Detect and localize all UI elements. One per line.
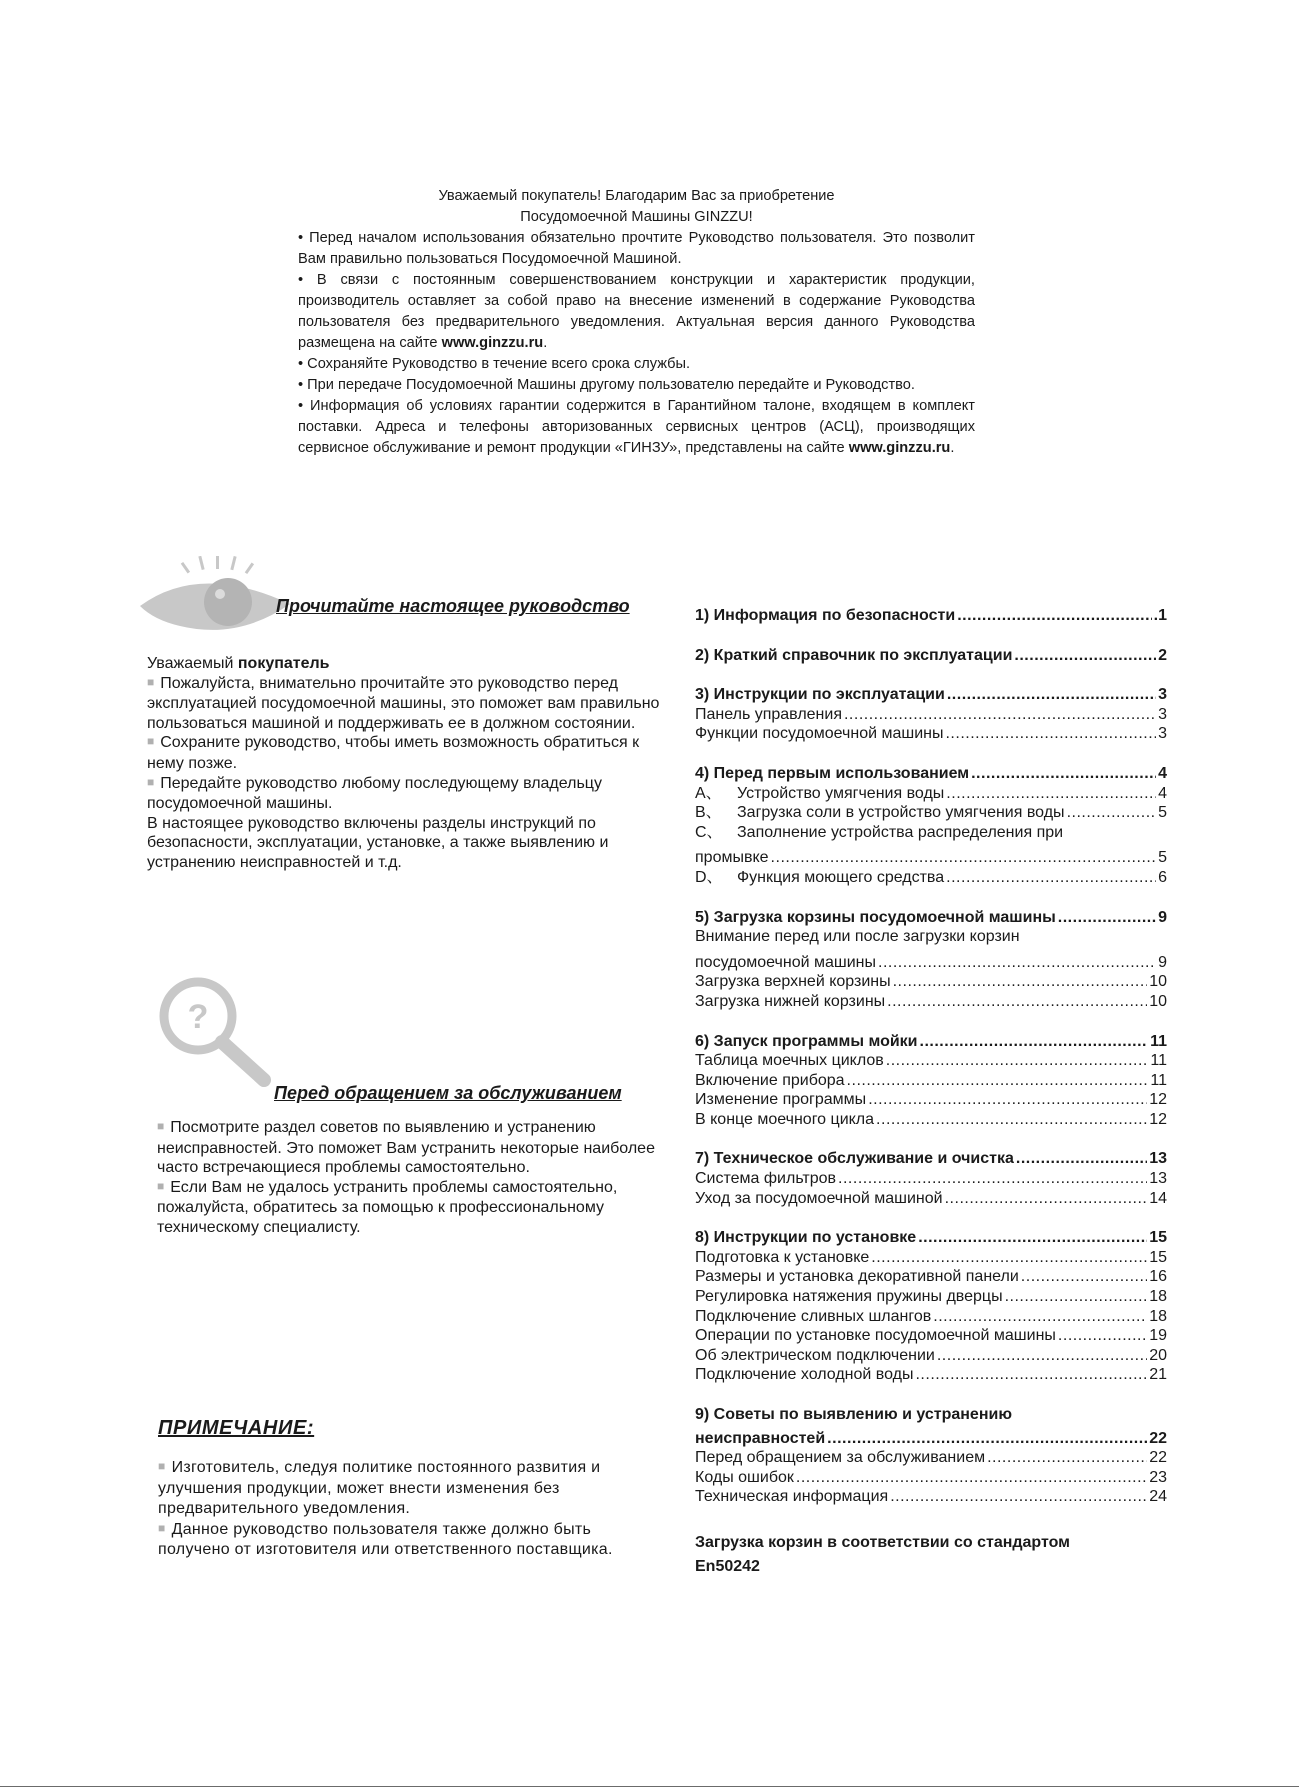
list-item-text: Пожалуйста, внимательно прочитайте это руководство перед эксплуатацией посудомоечной машины, это поможет вам правильно пользоваться машиной и поддерживать ее в должном состоянии. bbox=[147, 674, 660, 732]
toc-entry-label: Включение прибора bbox=[695, 1071, 845, 1089]
standard-note-line-1: Загрузка корзин в соответствии со стандартом bbox=[695, 1533, 1071, 1551]
toc-page-number: 3 bbox=[1158, 686, 1167, 704]
website-link[interactable]: www.ginzzu.ru bbox=[441, 335, 544, 351]
toc-page-number: 11 bbox=[1150, 1071, 1167, 1089]
table-of-contents bbox=[695, 606, 1167, 1597]
list-item-text: Передайте руководство любому последующему владельцу посудомоечной машины. bbox=[147, 774, 602, 813]
toc-page-number: 18 bbox=[1149, 1307, 1167, 1325]
intro-paragraph-1: • Перед началом использования обязательно прочтите Руководство пользователя. Это позволит Вам правильно пользоваться Посудомоечной Машиной. bbox=[298, 230, 975, 267]
toc-entry-label: Система фильтров bbox=[695, 1170, 837, 1188]
toc-entry-text: Внимание перед или после загрузки корзин bbox=[695, 928, 1020, 946]
toc-entry[interactable] bbox=[695, 1071, 1167, 1091]
toc-page-number: 5 bbox=[1158, 849, 1167, 867]
toc-page-number: 23 bbox=[1149, 1468, 1167, 1486]
page-bottom-rule bbox=[0, 1786, 1299, 1787]
toc-entry[interactable] bbox=[695, 868, 1167, 888]
website-link[interactable]: www.ginzzu.ru bbox=[848, 440, 951, 456]
toc-page-number: 20 bbox=[1149, 1346, 1167, 1364]
toc-entry-label: Изменение программы bbox=[695, 1091, 867, 1109]
toc-leader-dots bbox=[1005, 1287, 1148, 1307]
toc-page-number: 3 bbox=[1158, 725, 1167, 743]
toc-entry-label bbox=[695, 784, 944, 804]
toc-leader-dots bbox=[987, 1448, 1147, 1468]
toc-page-number: 21 bbox=[1149, 1366, 1167, 1384]
intro-header-line-2: Посудомоечной Машины GINZZU! bbox=[520, 209, 753, 225]
toc-leader-dots bbox=[838, 1169, 1147, 1189]
toc-entry[interactable] bbox=[695, 1169, 1167, 1189]
svg-text:?: ? bbox=[187, 998, 209, 1036]
toc-entry-label: Подключение сливных шлангов bbox=[695, 1307, 932, 1325]
toc-leader-dots bbox=[847, 1071, 1149, 1091]
toc-entry-label: Подготовка к установке bbox=[695, 1248, 870, 1266]
intro-paragraph-3: • Сохраняйте Руководство в течение всего срока службы. bbox=[298, 356, 691, 372]
toc-entry-letter: C、 bbox=[695, 823, 723, 841]
toc-entry-text: Загрузка соли в устройство умягчения воды bbox=[737, 804, 1065, 822]
toc-section-7 bbox=[695, 1149, 1167, 1208]
toc-page-number: 9 bbox=[1158, 908, 1167, 926]
toc-page-number: 16 bbox=[1149, 1268, 1167, 1286]
intro-paragraph-2-text: • В связи с постоянным совершенствованием конструкции и характеристик продукции, производитель оставляет за собой право на внесение изменений в содержание Руководства пользователя без предварительного уведомления. Актуальная версия данного Руководства размещена на сайте bbox=[298, 272, 975, 351]
toc-entry[interactable] bbox=[695, 1448, 1167, 1468]
toc-entry[interactable] bbox=[695, 1365, 1167, 1385]
toc-page-number: 12 bbox=[1149, 1091, 1167, 1109]
toc-entry-label: Коды ошибок bbox=[695, 1468, 794, 1486]
toc-entry[interactable] bbox=[695, 803, 1167, 823]
toc-entry[interactable] bbox=[695, 1248, 1167, 1268]
toc-leader-dots bbox=[945, 1189, 1148, 1209]
toc-leader-dots bbox=[1058, 908, 1156, 928]
toc-entry[interactable] bbox=[695, 1487, 1167, 1507]
intro-paragraph-4: • При передаче Посудомоечной Машины другому пользователю передайте и Руководство. bbox=[298, 377, 915, 393]
toc-leader-dots bbox=[771, 848, 1157, 868]
list-item bbox=[157, 1178, 677, 1238]
toc-section-9 bbox=[695, 1405, 1167, 1507]
toc-entry[interactable] bbox=[695, 927, 1167, 947]
toc-leader-dots bbox=[933, 1307, 1147, 1327]
toc-heading-label: 9) Советы по выявлению и устранению bbox=[695, 1406, 1012, 1423]
toc-section-4 bbox=[695, 764, 1167, 888]
toc-page-number: 15 bbox=[1149, 1229, 1167, 1247]
closing-text: В настоящее руководство включены разделы инструкций по безопасности, эксплуатации, установке, а также выявлению и устранению неисправностей и т.д. bbox=[147, 814, 609, 871]
toc-entry-label: Размеры и установка декоративной панели bbox=[695, 1268, 1019, 1286]
toc-entry[interactable] bbox=[695, 1090, 1167, 1110]
toc-leader-dots bbox=[844, 705, 1156, 725]
toc-page-number: 6 bbox=[1158, 868, 1167, 886]
toc-heading[interactable] bbox=[695, 1228, 1167, 1248]
toc-section-6 bbox=[695, 1032, 1167, 1130]
toc-leader-dots bbox=[945, 724, 1156, 744]
square-bullet-icon: ■ bbox=[158, 1520, 166, 1535]
toc-heading[interactable] bbox=[695, 764, 1167, 784]
read-manual-title: Прочитайте настоящее руководство bbox=[276, 596, 630, 616]
toc-entry-text: Устройство умягчения воды bbox=[737, 784, 945, 802]
square-bullet-icon: ■ bbox=[147, 774, 155, 789]
toc-entry-label: Функции посудомоечной машины bbox=[695, 725, 944, 743]
toc-leader-dots bbox=[946, 868, 1156, 888]
toc-entry[interactable] bbox=[695, 1346, 1167, 1366]
before-service-title: Перед обращением за обслуживанием bbox=[274, 1083, 622, 1103]
toc-entry-label: посудомоечной машины bbox=[695, 953, 876, 971]
toc-leader-dots bbox=[886, 1051, 1149, 1071]
toc-entry-label bbox=[695, 868, 944, 888]
list-item-text: Данное руководство пользователя также должно быть получено от изготовителя или ответственного поставщика. bbox=[158, 1520, 613, 1558]
note-body bbox=[158, 1458, 638, 1561]
toc-page-number: 18 bbox=[1149, 1288, 1167, 1306]
toc-page-number: 19 bbox=[1149, 1327, 1167, 1345]
square-bullet-icon: ■ bbox=[147, 674, 155, 689]
greeting-prefix: Уважаемый bbox=[147, 655, 238, 672]
toc-entry[interactable] bbox=[695, 1307, 1167, 1327]
toc-entry-label: Уход за посудомоечной машиной bbox=[695, 1189, 943, 1207]
toc-page-number: 13 bbox=[1149, 1170, 1167, 1188]
toc-heading[interactable] bbox=[695, 606, 1167, 626]
toc-leader-dots bbox=[937, 1346, 1147, 1366]
list-item bbox=[158, 1458, 638, 1520]
toc-heading[interactable] bbox=[695, 1032, 1167, 1052]
toc-leader-dots bbox=[946, 784, 1156, 804]
list-item-text: Посмотрите раздел советов по выявлению и устранению неисправностей. Это поможет Вам устранить некоторые наиболее часто встречающиеся проблемы самостоятельно. bbox=[157, 1119, 655, 1177]
greeting bbox=[147, 654, 667, 674]
toc-leader-dots bbox=[796, 1468, 1147, 1488]
toc-leader-dots bbox=[971, 764, 1156, 784]
toc-entry[interactable] bbox=[695, 972, 1167, 992]
toc-leader-dots bbox=[947, 685, 1156, 705]
greeting-bold: покупатель bbox=[237, 655, 330, 672]
toc-entry-label: Подключение холодной воды bbox=[695, 1366, 914, 1384]
toc-page-number: 10 bbox=[1149, 992, 1167, 1010]
toc-heading-label: 1) Информация по безопасности bbox=[695, 607, 956, 624]
toc-heading[interactable] bbox=[695, 646, 1167, 666]
toc-entry[interactable] bbox=[695, 1287, 1167, 1307]
intro-paragraph-2 bbox=[298, 270, 975, 354]
toc-leader-dots bbox=[876, 1110, 1147, 1130]
intro-paragraph-5-end: . bbox=[950, 440, 955, 456]
toc-entry[interactable] bbox=[695, 784, 1167, 804]
toc-entry-letter: D、 bbox=[695, 868, 723, 886]
list-item-text: Сохраните руководство, чтобы иметь возможность обратиться к нему позже. bbox=[147, 734, 640, 772]
toc-heading-label: 2) Краткий справочник по эксплуатации bbox=[695, 646, 1013, 664]
toc-page-number: .1 bbox=[1153, 607, 1167, 624]
toc-entry[interactable] bbox=[695, 1189, 1167, 1209]
toc-heading-label: неисправностей bbox=[695, 1429, 826, 1447]
list-item bbox=[147, 674, 667, 734]
toc-entry-letter: A、 bbox=[695, 784, 722, 802]
toc-leader-dots bbox=[890, 1487, 1147, 1507]
toc-leader-dots bbox=[918, 1228, 1147, 1248]
intro-block bbox=[298, 186, 975, 459]
toc-entry-label: В конце моечного цикла bbox=[695, 1110, 875, 1128]
toc-entry-label: Загрузка верхней корзины bbox=[695, 973, 891, 991]
toc-leader-dots bbox=[868, 1090, 1147, 1110]
toc-entry[interactable] bbox=[695, 1326, 1167, 1346]
toc-heading-label: 8) Инструкции по установке bbox=[695, 1229, 917, 1247]
toc-heading-label: 6) Запуск программы мойки bbox=[695, 1032, 918, 1050]
toc-page-number: 2 bbox=[1158, 646, 1167, 664]
toc-entry-text: Функция моющего средства bbox=[737, 868, 945, 886]
toc-leader-dots bbox=[1016, 1149, 1147, 1169]
toc-entry-label: промывке bbox=[695, 849, 769, 867]
toc-heading-label: 5) Загрузка корзины посудомоечной машины bbox=[695, 908, 1056, 926]
list-item-text: Если Вам не удалось устранить проблемы самостоятельно, пожалуйста, обратитесь за помощью к профессиональному техническому специалисту. bbox=[157, 1178, 618, 1236]
toc-entry[interactable] bbox=[695, 953, 1167, 973]
toc-heading[interactable] bbox=[695, 1149, 1167, 1169]
toc-leader-dots bbox=[920, 1032, 1149, 1052]
toc-leader-dots bbox=[827, 1429, 1147, 1449]
toc-entry-letter: B、 bbox=[695, 804, 722, 822]
toc-page-number: 24 bbox=[1149, 1488, 1167, 1506]
list-item bbox=[158, 1520, 638, 1561]
toc-entry-label bbox=[695, 803, 1065, 823]
toc-entry-label: Таблица моечных циклов bbox=[695, 1052, 884, 1070]
toc-page-number: 13 bbox=[1149, 1150, 1167, 1168]
toc-leader-dots bbox=[1067, 803, 1157, 823]
toc-entry-label: Регулировка натяжения пружины дверцы bbox=[695, 1288, 1003, 1306]
toc-heading-label: 3) Инструкции по эксплуатации bbox=[695, 686, 945, 704]
list-item-text: Изготовитель, следуя политике постоянного развития и улучшения продукции, может внести изменения без предварительного уведомления. bbox=[158, 1459, 601, 1517]
toc-heading-label: 7) Техническое обслуживание и очистка bbox=[695, 1150, 1014, 1168]
eye-icon bbox=[140, 556, 290, 638]
list-item bbox=[157, 1118, 677, 1178]
toc-entry-label: Перед обращением за обслуживанием bbox=[695, 1449, 986, 1467]
intro-paragraph-5 bbox=[298, 396, 975, 459]
toc-page-number: 9 bbox=[1158, 953, 1167, 971]
toc-page-number: 22 bbox=[1149, 1429, 1167, 1447]
toc-entry-text: Заполнение устройства распределения при bbox=[737, 823, 1064, 841]
square-bullet-icon: ■ bbox=[157, 1178, 165, 1193]
toc-page-number: 11 bbox=[1150, 1052, 1167, 1070]
intro-paragraph-5-text: • Информация об условиях гарантии содержится в Гарантийном талоне, входящем в комплект поставки. Адреса и телефоны авторизованных сервисных центров (АСЦ), производящих сервисное обслуживание и ремонт продукции «ГИНЗУ», представлены на сайте bbox=[298, 398, 975, 456]
toc-heading[interactable] bbox=[695, 685, 1167, 705]
square-bullet-icon: ■ bbox=[158, 1459, 166, 1473]
toc-entry-label: Операции по установке посудомоечной машины bbox=[695, 1327, 1056, 1345]
toc-section-8 bbox=[695, 1228, 1167, 1385]
toc-heading[interactable] bbox=[695, 1405, 1167, 1425]
toc-entry[interactable] bbox=[695, 823, 1167, 843]
toc-page-number: 14 bbox=[1149, 1189, 1167, 1207]
toc-section-1 bbox=[695, 606, 1167, 626]
standard-note-line-2: En50242 bbox=[695, 1557, 760, 1575]
toc-heading[interactable] bbox=[695, 1429, 1167, 1449]
list-item bbox=[147, 774, 667, 814]
magnifier-question-icon bbox=[156, 976, 276, 1088]
toc-leader-dots bbox=[1021, 1267, 1147, 1287]
toc-page-number: 3 bbox=[1158, 705, 1167, 723]
toc-entry-label: Панель управления bbox=[695, 705, 842, 723]
toc-page-number: 22 bbox=[1149, 1449, 1167, 1467]
toc-page-number: 11 bbox=[1150, 1032, 1167, 1050]
toc-entry[interactable] bbox=[695, 1051, 1167, 1071]
toc-entry[interactable] bbox=[695, 705, 1167, 725]
list-item bbox=[147, 733, 667, 773]
before-service-body bbox=[157, 1118, 677, 1238]
toc-leader-dots bbox=[1058, 1326, 1147, 1346]
toc-leader-dots bbox=[1014, 646, 1156, 666]
toc-leader-dots bbox=[957, 606, 1151, 626]
toc-entry[interactable] bbox=[695, 848, 1167, 868]
square-bullet-icon: ■ bbox=[157, 1119, 165, 1133]
intro-paragraph-2-end: . bbox=[543, 335, 548, 351]
toc-page-number: 15 bbox=[1149, 1248, 1167, 1266]
toc-entry[interactable] bbox=[695, 724, 1167, 744]
toc-heading-label: 4) Перед первым использованием bbox=[695, 764, 970, 782]
toc-section-5 bbox=[695, 908, 1167, 1012]
toc-section-2 bbox=[695, 646, 1167, 666]
note-title: ПРИМЕЧАНИЕ: bbox=[158, 1417, 315, 1439]
toc-entry[interactable] bbox=[695, 1110, 1167, 1130]
toc-leader-dots bbox=[915, 1365, 1147, 1385]
toc-leader-dots bbox=[887, 992, 1147, 1012]
toc-leader-dots bbox=[878, 953, 1156, 973]
toc-section-3 bbox=[695, 685, 1167, 744]
toc-page-number: 4 bbox=[1158, 764, 1167, 782]
toc-page-number: 10 bbox=[1149, 973, 1167, 991]
toc-entry-label: Техническая информация bbox=[695, 1488, 889, 1506]
toc-final-note bbox=[695, 1533, 1167, 1577]
toc-entry[interactable] bbox=[695, 992, 1167, 1012]
toc-entry-label: Об электрическом подключении bbox=[695, 1346, 935, 1364]
toc-page-number: 4 bbox=[1158, 784, 1167, 802]
intro-header-line-1: Уважаемый покупатель! Благодарим Вас за приобретение bbox=[438, 188, 835, 204]
toc-leader-dots bbox=[871, 1248, 1147, 1268]
toc-entry-label: Загрузка нижней корзины bbox=[695, 992, 886, 1010]
toc-entry[interactable] bbox=[695, 1468, 1167, 1488]
toc-leader-dots bbox=[893, 972, 1148, 992]
read-manual-body bbox=[147, 654, 667, 873]
toc-heading[interactable] bbox=[695, 908, 1167, 928]
toc-page-number: 12 bbox=[1149, 1110, 1167, 1128]
square-bullet-icon: ■ bbox=[147, 734, 155, 749]
toc-entry[interactable] bbox=[695, 1267, 1167, 1287]
toc-page-number: 5 bbox=[1158, 804, 1167, 822]
